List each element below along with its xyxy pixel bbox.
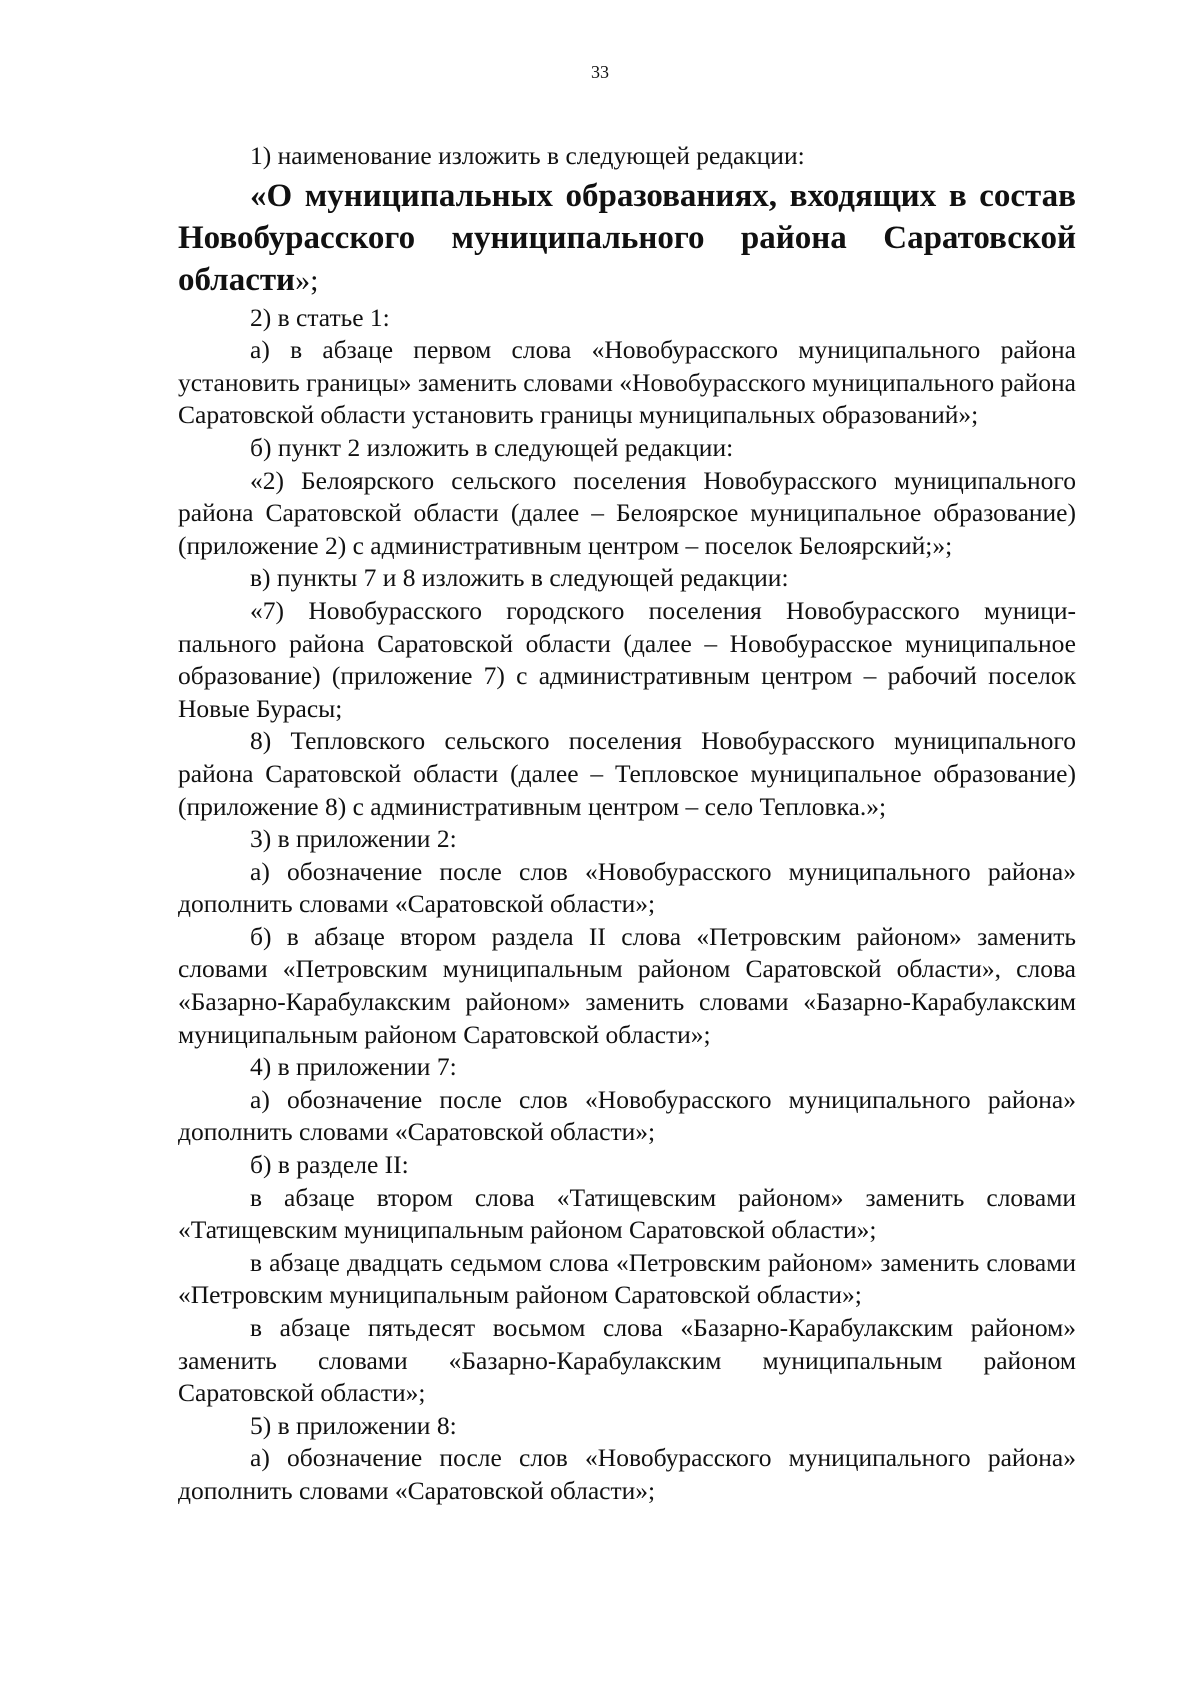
- paragraph-17: в абзаце пятьдесят восьмом слова «Базарно-Карабулакским районом» заменить словами «Базарно-Карабулакским муниципальным районом Саратовской области»;: [178, 1313, 1076, 1408]
- paragraph-6: в) пункты 7 и 8 изложить в следующей редакции:: [250, 563, 789, 593]
- paragraph-3: а) в абзаце первом слова «Новобурасского муниципального района установить границы» заменить словами «Новобурасского муниципального района Саратовской области установить границы муниципальных образований»;: [178, 335, 1076, 430]
- paragraph-2: 2) в статье 1:: [250, 302, 390, 332]
- document-body: [178, 140, 1076, 1508]
- law-title-paragraph: [178, 175, 1076, 302]
- paragraph-5: «2) Белоярского сельского поселения Новобурасского муниципального района Саратовской области (далее – Белоярское муниципальное образование) (приложение 2) с административным центром – поселок Белоярский;»;: [178, 465, 1076, 560]
- paragraph-18: 5) в приложении 8:: [250, 1410, 457, 1440]
- paragraph-4: б) пункт 2 изложить в следующей редакции:: [250, 432, 734, 462]
- paragraph-10: а) обозначение после слов «Новобурасского муниципального района» дополнить словами «Саратовской области»;: [178, 856, 1076, 919]
- paragraph-9: 3) в приложении 2:: [250, 824, 457, 854]
- paragraph-12: 4) в приложении 7:: [250, 1052, 457, 1082]
- paragraph-14: б) в разделе II:: [250, 1150, 409, 1180]
- page-number: 33: [591, 62, 609, 82]
- paragraph-15: в абзаце втором слова «Татищевским районом» заменить словами «Татищевским муниципальным районом Саратовской области»;: [178, 1182, 1076, 1245]
- law-title: О муниципальных образованиях, входящих в состав Новобурасского муниципального района Саратовской области: [178, 177, 1076, 298]
- paragraph-16: в абзаце двадцать седьмом слова «Петровским районом» заменить словами «Петровским муниципальным районом Саратовской области»;: [178, 1247, 1076, 1310]
- title-close: »;: [295, 263, 319, 297]
- paragraph-11: б) в абзаце втором раздела II слова «Петровским районом» заменить словами «Петровским муниципальным районом Саратовской области», слова «Базарно-Карабулакским районом» заменить словами «Базарно-Карабулакским муниципальным районом Саратовской области»;: [178, 921, 1076, 1049]
- title-open-quote: «: [250, 177, 267, 214]
- paragraph-13: а) обозначение после слов «Новобурасского муниципального района» дополнить словами «Саратовской области»;: [178, 1084, 1076, 1147]
- paragraph-1: 1) наименование изложить в следующей редакции:: [250, 141, 805, 170]
- paragraph-19: а) обозначение после слов «Новобурасского муниципального района» дополнить словами «Саратовской области»;: [178, 1443, 1076, 1505]
- paragraph-7: «7) Новобурасского городского поселения Новобурасского муниципального района Саратовской области (далее – Новобурасское муниципальное образование) (приложение 7) с административным центром – рабочий поселок Новые Бурасы;: [178, 595, 1076, 723]
- paragraph-8: 8) Тепловского сельского поселения Новобурасского муниципального района Саратовской области (далее – Тепловское муниципальное образование) (приложение 8) с административным центром – село Тепловка.»;: [178, 726, 1076, 821]
